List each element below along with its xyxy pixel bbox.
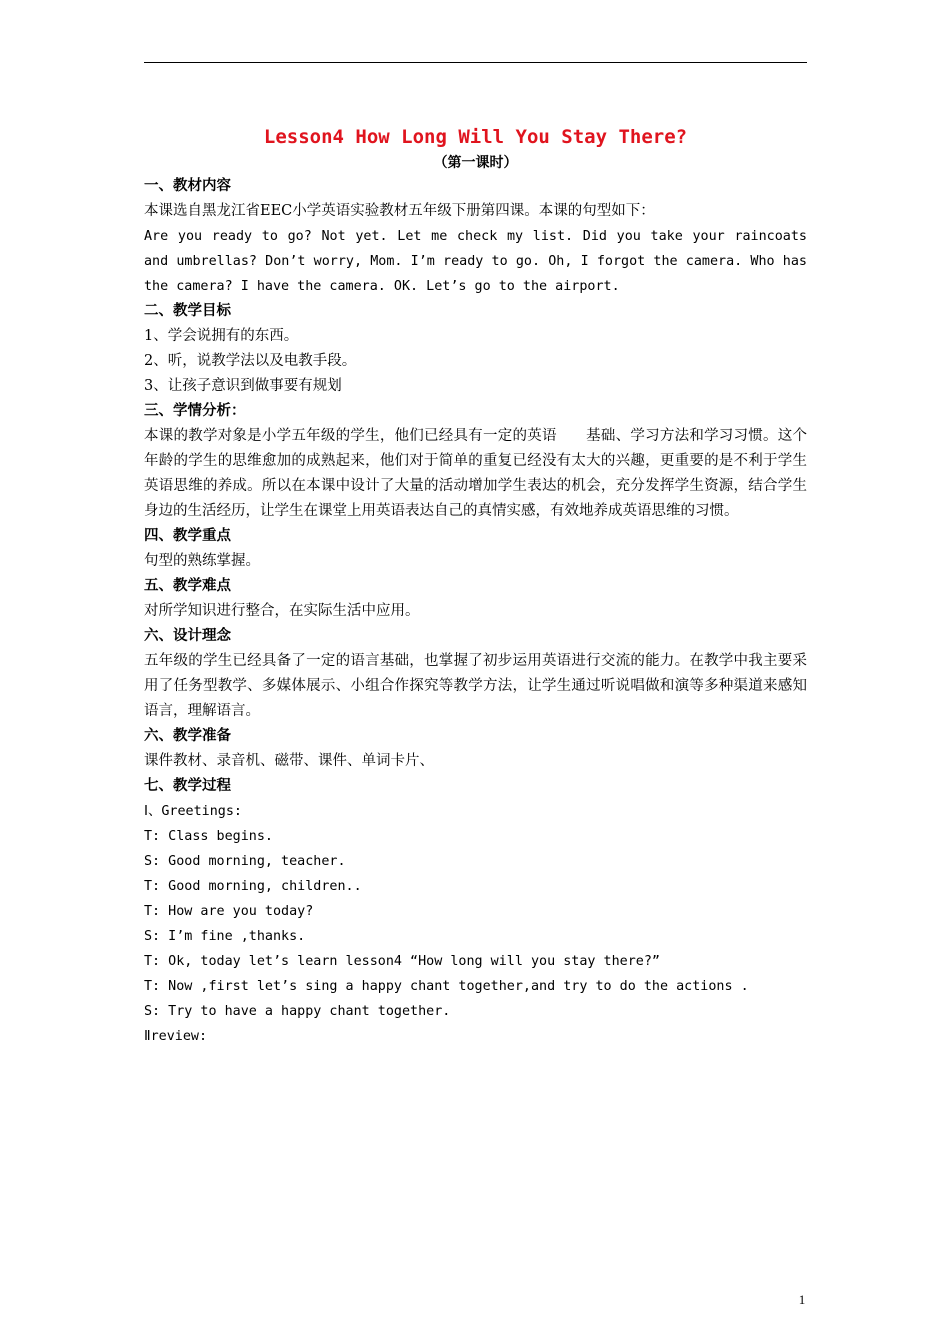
process-line: T: Class begins. xyxy=(144,829,273,844)
header-rule xyxy=(144,62,807,63)
process-line: Ⅱreview: xyxy=(144,1029,208,1044)
concept-paragraph: 五年级的学生已经具备了一定的语言基础，也掌握了初步运用英语进行交流的能力。在教学中我主要采用了任务型教学、多媒体展示、小组合作探究等教学方法，让学生通过听说唱做和演等多种渠道来感知语言，理解语言。 xyxy=(144,653,807,719)
process-line: Ⅰ、Greetings: xyxy=(144,804,242,819)
section-heading-content: 一、教材内容 xyxy=(144,178,231,194)
process-line: T: How are you today? xyxy=(144,904,314,919)
process-line: S: Good morning, teacher. xyxy=(144,854,346,869)
content-intro: 本课选自黑龙江省EEC小学英语实验教材五年级下册第四课。本课的句型如下： xyxy=(144,203,655,219)
section-heading-preparation: 六、教学准备 xyxy=(144,728,231,744)
document-title: Lesson4 How Long Will You Stay There? xyxy=(263,126,688,148)
process-line: S: Try to have a happy chant together. xyxy=(144,1004,451,1019)
section-heading-concept: 六、设计理念 xyxy=(144,628,231,644)
key-points-text: 句型的熟练掌握。 xyxy=(144,553,260,569)
document-body xyxy=(144,122,807,1049)
process-line: T: Ok, today let’s learn lesson4 “How long will you stay there?” xyxy=(144,954,660,969)
goal-item: 2、听，说教学法以及电教手段。 xyxy=(144,353,357,369)
process-line: S: I’m fine ,thanks. xyxy=(144,929,306,944)
goal-item: 1、学会说拥有的东西。 xyxy=(144,328,299,344)
difficulties-text: 对所学知识进行整合，在实际生活中应用。 xyxy=(144,603,420,619)
section-heading-difficulties: 五、教学难点 xyxy=(144,578,231,594)
goal-item: 3、让孩子意识到做事要有规划 xyxy=(144,378,342,394)
section-heading-key-points: 四、教学重点 xyxy=(144,528,231,544)
process-line: T: Good morning, children.. xyxy=(144,879,362,894)
analysis-paragraph: 本课的教学对象是小学五年级的学生，他们已经具有一定的英语 基础、学习方法和学习习惯。这个年龄的学生的思维愈加的成熟起来，他们对于简单的重复已经没有太大的兴趣，更重要的是不利于学生英语思维的养成。所以在本课中设计了大量的活动增加学生表达的机会，充分发挥学生资源，结合学生身边的生活经历，让学生在课堂上用英语表达自己的真情实感，有效地养成英语思维的习惯。 xyxy=(144,428,807,519)
content-sentences: Are you ready to go? Not yet. Let me check my list. Did you take your raincoats and umbrellas? Don’t worry, Mom. I’m ready to go. Oh, I forgot the camera. Who has the camera? I have the camera. OK. Let’s go to the airport. xyxy=(144,229,807,294)
document-subtitle: （第一课时） xyxy=(433,155,518,171)
process-line: T: Now ,first let’s sing a happy chant together,and try to do the actions . xyxy=(144,979,749,994)
preparation-text: 课件教材、录音机、磁带、课件、单词卡片、 xyxy=(144,753,434,769)
page-number: 1 xyxy=(798,1292,806,1307)
section-heading-process: 七、教学过程 xyxy=(144,778,231,794)
section-heading-goals: 二、教学目标 xyxy=(144,303,231,319)
section-heading-analysis: 三、学情分析： xyxy=(144,403,246,419)
